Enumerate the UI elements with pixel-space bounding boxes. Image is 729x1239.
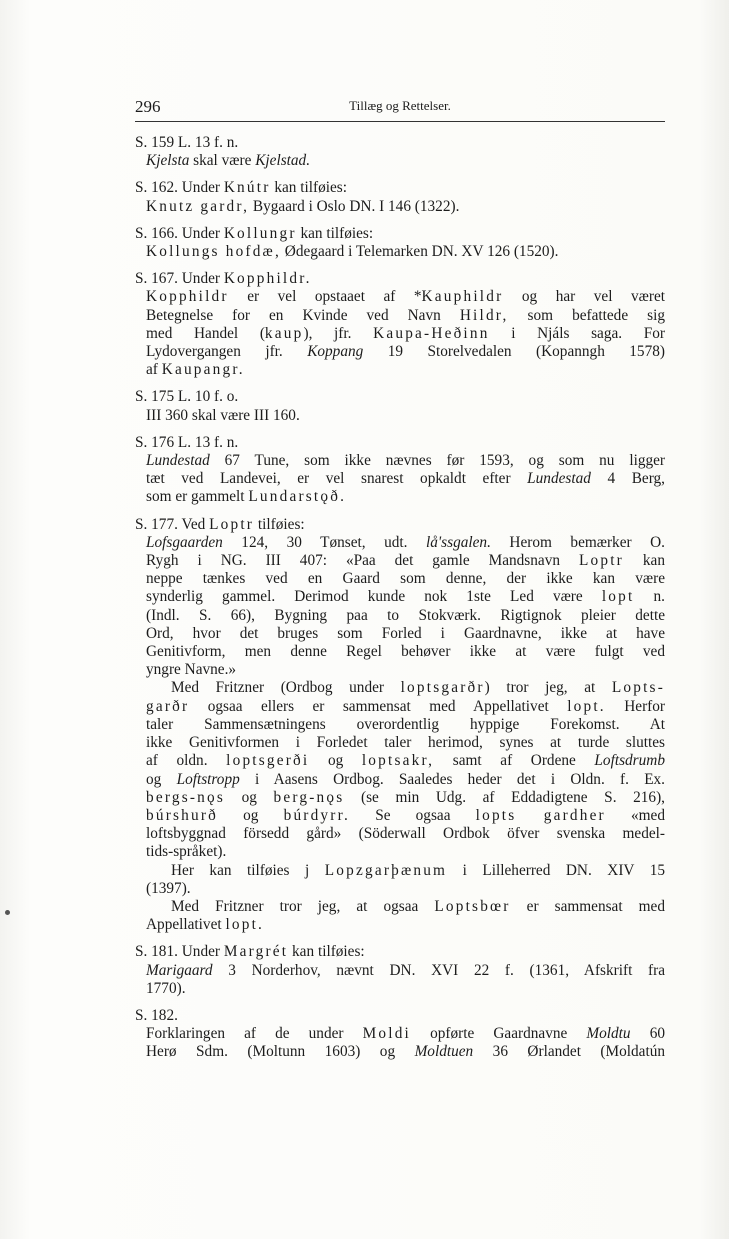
italic-text: Koppang — [307, 343, 364, 361]
spaced-text: lopt — [601, 588, 635, 606]
text-line — [135, 916, 665, 934]
text-line — [135, 1043, 665, 1061]
running-title: Tillæg og Rettelser. — [349, 98, 451, 113]
entry — [135, 434, 665, 507]
text-line — [135, 862, 665, 880]
text-line — [135, 552, 665, 570]
text-line — [135, 470, 665, 488]
text-run: Bygaard i Oslo DN. I 146 (1322). — [249, 197, 460, 215]
text-run: kan tilføies: — [296, 224, 374, 242]
page-header — [135, 97, 665, 117]
text-run: og — [146, 770, 177, 788]
spaced-text: garðr — [146, 697, 190, 715]
spaced-text: Moldi — [362, 1025, 411, 1043]
text-line — [135, 880, 665, 898]
text-line — [135, 980, 665, 998]
text-run: Herø Sdm. (Moltunn 1603) og — [146, 1043, 415, 1061]
text-run: kan — [623, 552, 665, 570]
spaced-text: Kaupangr. — [161, 361, 245, 379]
text-line — [135, 843, 665, 861]
text-run: og — [309, 752, 362, 770]
document-body — [135, 134, 665, 1071]
entry — [135, 516, 665, 935]
text-run: S. 162. Under — [135, 179, 224, 197]
spaced-text: Hildr, — [459, 306, 509, 324]
text-run: ikke Genitivformen i Forledet taler herimod, synes at turde sluttes — [146, 734, 665, 752]
spaced-text: Kaupa-Heðinn — [373, 324, 490, 342]
text-run: yngre Navne.» — [146, 661, 237, 679]
text-run: Her kan tilføies j — [171, 861, 325, 879]
text-run: med Handel ( — [146, 324, 265, 342]
spaced-text: Knútr — [223, 179, 271, 197]
text-line — [135, 152, 665, 170]
text-run: ), jfr. — [303, 324, 374, 342]
entry-reference — [135, 179, 665, 197]
text-run: ) tror jeg, at — [484, 679, 612, 697]
text-run: 60 — [630, 1025, 665, 1043]
spaced-text: berg-nǫs — [273, 788, 345, 806]
text-run: 36 Ørlandet (Moldatún — [473, 1043, 665, 1061]
text-run: opførte Gaardnavne — [411, 1025, 587, 1043]
text-line — [135, 716, 665, 734]
text-run: S. 177. Ved — [135, 515, 210, 533]
text-run: Forklaringen af de under — [146, 1025, 363, 1043]
text-run: synderlig gammel. Derimod kunde nok 1ste Led være — [146, 588, 602, 606]
entry-reference — [135, 516, 665, 534]
italic-text: Kjelsta — [146, 152, 190, 170]
text-run: og — [217, 806, 284, 824]
text-run: taler Sammensætningens overordentlig hyppige Forekomst. At — [146, 715, 665, 733]
text-run: Appellativet — [146, 916, 226, 934]
text-line — [135, 534, 665, 552]
italic-text: Kjelstad. — [255, 152, 311, 170]
entry-reference: S. 175 L. 10 f. o. — [135, 388, 239, 406]
entry — [135, 388, 665, 424]
italic-text: Lofsgaarden — [146, 533, 223, 551]
text-line — [135, 407, 665, 425]
spaced-text: loptsakr, — [361, 752, 435, 770]
page-number: 296 — [135, 97, 161, 116]
text-run: samt af Ordene — [434, 752, 595, 770]
entry-reference: S. 182. — [135, 1006, 178, 1024]
header-rule — [135, 121, 665, 122]
spaced-text: Kollungs hofdæ, — [146, 243, 281, 261]
text-run: neppe tænkes ved en Gaard som denne, der ikke kan være — [146, 570, 665, 588]
text-run: S. 167. Under — [135, 270, 224, 288]
text-line — [135, 625, 665, 643]
text-line — [135, 807, 665, 825]
text-run: «med — [605, 806, 665, 824]
text-run: (se min Udg. af Eddadigtene S. 216), — [344, 788, 665, 806]
text-run: Lydovergangen jfr. — [146, 343, 308, 361]
italic-text: Marigaard — [146, 961, 213, 979]
text-run: Herom bemærker O. — [490, 533, 665, 551]
text-line — [135, 962, 665, 980]
text-run: skal være — [189, 152, 256, 170]
spaced-text: Kollungr — [223, 224, 297, 242]
entry-reference — [135, 943, 665, 961]
text-run: er vel opstaaet af * — [228, 288, 422, 306]
entry — [135, 1007, 665, 1062]
spaced-text: Loptr — [209, 515, 255, 533]
text-line — [135, 243, 665, 261]
text-run: (Indl. S. 66), Bygning paa to Stokværk. Rigtignok pleier dette — [146, 606, 665, 624]
spaced-text: Lopts- — [611, 679, 665, 697]
text-line — [135, 679, 665, 697]
text-line — [135, 1025, 665, 1043]
italic-text: lå'ssgalen. — [426, 533, 491, 551]
text-run: 1770). — [146, 979, 186, 997]
text-run: ogsaa ellers er sammensat med Appellativet — [189, 697, 568, 715]
spaced-text: bergs-nǫs — [146, 788, 226, 806]
entry — [135, 943, 665, 998]
text-run: (1397). — [146, 879, 191, 897]
text-line — [135, 607, 665, 625]
text-run: 67 Tune, som ikke nævnes før 1593, og som nu ligger — [209, 452, 665, 470]
text-line — [135, 488, 665, 506]
text-line — [135, 570, 665, 588]
text-run: i Aasens Ordbog. Saaledes heder det i Oldn. f. Ex. — [239, 770, 666, 788]
text-run: Med Fritzner tror jeg, at ogsaa — [171, 897, 435, 915]
italic-text: Moldtu — [586, 1025, 631, 1043]
text-line — [135, 771, 665, 789]
spaced-text: Kauphildr — [421, 288, 504, 306]
text-line — [135, 698, 665, 716]
italic-text: Lundestad — [146, 452, 210, 470]
text-run: og har vel været — [503, 288, 665, 306]
entry-reference — [135, 225, 665, 243]
spaced-text: Lundarstǫð. — [248, 488, 347, 506]
entry — [135, 270, 665, 379]
text-run: S. 181. Under — [135, 943, 224, 961]
spaced-text: loptsgarðr — [400, 679, 485, 697]
spaced-text: búrdyrr. — [283, 806, 351, 824]
text-run: Genitivform, men denne Regel behøver ikke at være fulgt ved — [146, 643, 665, 661]
text-run: tids-språket). — [146, 843, 227, 861]
entry — [135, 134, 665, 170]
text-run: og — [225, 788, 274, 806]
italic-text: Loftsdrumb — [594, 752, 665, 770]
text-line — [135, 789, 665, 807]
text-line — [135, 734, 665, 752]
text-line — [135, 661, 665, 679]
spaced-text: lopt. — [567, 697, 606, 715]
text-run: tilføies: — [254, 515, 305, 533]
text-run: n. — [634, 588, 666, 606]
text-line — [135, 307, 665, 325]
text-run: S. 166. Under — [135, 224, 224, 242]
text-run: kan tilføies: — [288, 943, 365, 961]
text-run: af — [146, 361, 162, 379]
spaced-text: kaup — [264, 324, 304, 342]
spaced-text: Kopphildr — [146, 288, 229, 306]
text-run: Ord, hvor det bruges som Forled i Gaardnavne, ikke at have — [146, 624, 665, 642]
spaced-text: búrshurð — [146, 806, 218, 824]
text-line — [135, 752, 665, 770]
text-run: loftsbyggnad försedd gård» (Söderwall Ordbok öfver svenska medel- — [146, 825, 665, 843]
spaced-text: Loptsbœr — [434, 897, 511, 915]
text-line — [135, 361, 665, 379]
entry-reference: S. 159 L. 13 f. n. — [135, 134, 239, 151]
text-run: som befattede sig — [508, 306, 665, 324]
margin-mark — [5, 910, 10, 915]
text-run: Med Fritzner (Ordbog under — [171, 679, 401, 697]
text-line — [135, 288, 665, 306]
text-run: 19 Storelvedalen (Kopanngh 1578) — [363, 343, 665, 361]
text-line — [135, 325, 665, 343]
text-line — [135, 198, 665, 216]
spaced-text: Loptr — [578, 552, 624, 570]
entry — [135, 179, 665, 215]
text-run: 124, 30 Tønset, udt. — [222, 533, 427, 551]
spaced-text: Knutz gardr, — [146, 197, 250, 215]
text-run: i Lilleherred DN. XIV 15 — [447, 861, 665, 879]
text-run: kan tilføies: — [270, 179, 347, 197]
text-run: i Njáls saga. For — [489, 324, 665, 342]
text-line — [135, 452, 665, 470]
italic-text: Moldtuen — [414, 1043, 474, 1061]
spaced-text: Margrét — [223, 943, 289, 961]
text-run: Se ogsaa — [350, 806, 476, 824]
spaced-text: Lopzgarþænum — [324, 861, 448, 879]
spaced-text: lopt. — [225, 916, 265, 934]
text-run: er sammensat med — [510, 897, 665, 915]
text-line — [135, 898, 665, 916]
entry-reference — [135, 270, 665, 288]
text-run: 3 Norderhov, nævnt DN. XVI 22 f. (1361, Afskrift fra — [212, 961, 665, 979]
spaced-text: Kopphildr. — [223, 270, 312, 288]
text-run: som er gammelt — [146, 488, 249, 506]
spaced-text: loptsgerði — [226, 752, 310, 770]
text-run: af oldn. — [146, 752, 227, 770]
text-line — [135, 343, 665, 361]
spaced-text: lopts gardher — [475, 806, 606, 824]
text-run: III 360 skal være III 160. — [146, 406, 300, 424]
text-run: Ødegaard i Telemarken DN. XV 126 (1520). — [280, 243, 559, 261]
entry-reference: S. 176 L. 13 f. n. — [135, 433, 239, 451]
italic-text: Loftstropp — [176, 770, 240, 788]
text-run: tæt ved Landevei, er vel snarest opkaldt efter — [146, 470, 528, 488]
entry — [135, 225, 665, 261]
text-run: Herfor — [605, 697, 666, 715]
text-run: Rygh i NG. III 407: «Paa det gamle Mandsnavn — [146, 552, 579, 570]
text-run: Betegnelse for en Kvinde ved Navn — [146, 306, 460, 324]
text-run: 4 Berg, — [590, 470, 665, 488]
text-line — [135, 588, 665, 606]
text-line — [135, 643, 665, 661]
italic-text: Lundestad — [527, 470, 591, 488]
text-line — [135, 825, 665, 843]
